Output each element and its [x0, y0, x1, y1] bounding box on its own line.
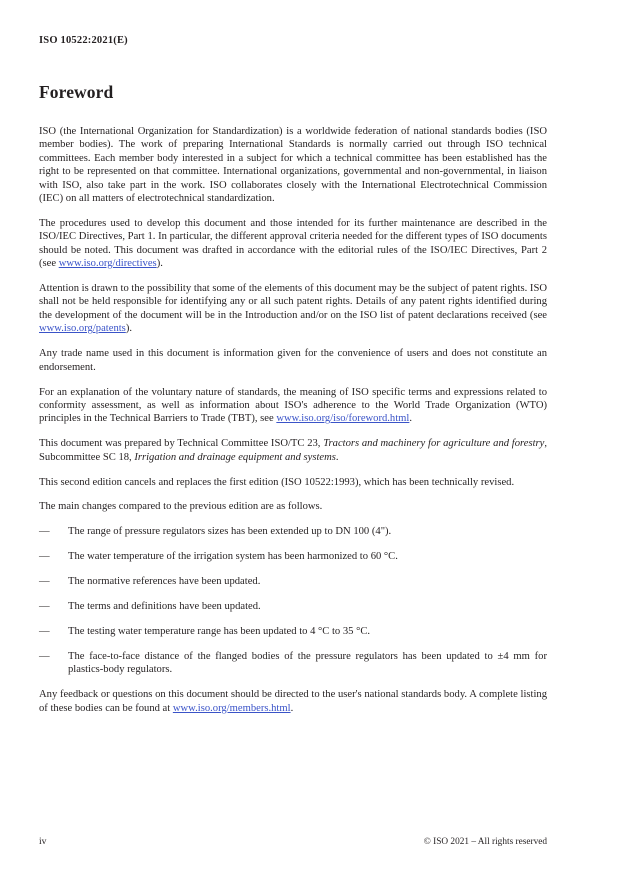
changes-list [39, 525, 547, 676]
em-dash-bullet-icon: — [39, 625, 50, 637]
list-item-text: The testing water temperature range has been updated to 4 °C to 35 °C. [68, 625, 371, 637]
list-item-text: The terms and definitions have been updated. [68, 601, 261, 613]
em-dash-bullet-icon: — [39, 576, 50, 588]
list-item [39, 550, 547, 563]
paragraph-procedures-text: The procedures used to develop this document and those intended for its further maintenance are described in the ISO/IEC Directives, Part 1. In particular, the different approval criteria needed for the different types of ISO documents should be noted. This document was drafted in accordance with the editorial rules of the ISO/IEC Directives, Part 2 (see [39, 217, 547, 270]
list-item [39, 625, 547, 638]
page-footer [39, 836, 547, 847]
paragraph-technical-committee [39, 437, 547, 464]
paragraph-voluntary-nature [39, 386, 547, 426]
paragraph-procedures [39, 217, 547, 271]
committee-title-tc23: Tractors and machinery for agriculture and forestry [323, 438, 545, 450]
paragraph-feedback-text: Any feedback or questions on this document should be directed to the user's national standards body. A complete listing of these bodies can be found at [39, 689, 547, 714]
list-item [39, 650, 547, 677]
paragraph-voluntary-nature-tail: . [409, 413, 413, 425]
link-iso-foreword[interactable]: www.iso.org/iso/foreword.html [276, 413, 410, 425]
paragraph-patent-rights [39, 282, 547, 336]
list-item [39, 525, 547, 538]
link-iso-directives[interactable]: www.iso.org/directives [58, 258, 157, 270]
paragraph-feedback [39, 688, 547, 715]
paragraph-main-changes-intro: The main changes compared to the previous edition are as follows. [39, 501, 323, 513]
committee-intro: This document was prepared by Technical Committee ISO/TC 23, [39, 438, 324, 450]
paragraph-feedback-tail: . [290, 702, 294, 714]
list-item-text: The range of pressure regulators sizes has been extended up to DN 100 (4"). [68, 526, 392, 538]
subcommittee-intro: , Subcommittee SC 18, [39, 438, 548, 463]
committee-tail: . [335, 451, 339, 463]
paragraph-patent-rights-tail: ). [125, 323, 132, 335]
em-dash-bullet-icon: — [39, 526, 50, 538]
list-item-text: The face-to-face distance of the flanged bodies of the pressure regulators has been updated to ±4 mm for plastics-body regulators. [68, 650, 547, 676]
em-dash-bullet-icon: — [39, 601, 50, 613]
list-item-text: The normative references have been updated. [68, 576, 261, 588]
document-identifier: ISO 10522:2021(E) [39, 35, 128, 46]
paragraph-voluntary-nature-text: For an explanation of the voluntary nature of standards, the meaning of ISO specific terms and expressions related to conformity assessment, as well as information about ISO's adherence to the World Trade Organization (WTO) principles in the Technical Barriers to Trade (TBT), see [39, 386, 547, 425]
link-iso-patents[interactable]: www.iso.org/patents [39, 323, 126, 335]
page-content [39, 82, 547, 715]
link-iso-members[interactable]: www.iso.org/members.html [172, 702, 291, 714]
subcommittee-title-sc18: Irrigation and drainage equipment and systems [134, 451, 336, 463]
paragraph-trade-name: Any trade name used in this document is information given for the convenience of users and does not constitute an endorsement. [39, 348, 547, 373]
paragraph-procedures-tail: ). [156, 258, 163, 270]
list-item-text: The water temperature of the irrigation system has been harmonized to 60 °C. [68, 551, 398, 563]
paragraph-iso-description: ISO (the International Organization for Standardization) is a worldwide federation of national standards bodies (ISO member bodies). The work of preparing International Standards is normally carried out through ISO technical committees. Each member body interested in a subject for which a technical committee has been established has the right to be represented on that committee. International organizations, governmental and non-governmental, in liaison with ISO, also take part in the work. ISO collaborates closely with the International Electrotechnical Commission (IEC) on all matters of electrotechnical standardization. [39, 126, 547, 205]
paragraph-patent-rights-text: Attention is drawn to the possibility that some of the elements of this document may be the subject of patent rights. ISO shall not be held responsible for identifying any or all such patent rights. Details of any patent rights identified during the development of the document will be in the Introduction and/or on the ISO list of patent declarations received (see [39, 283, 547, 321]
page-number: iv [39, 836, 47, 847]
paragraph-second-edition: This second edition cancels and replaces the first edition (ISO 10522:1993), which has been technically revised. [39, 476, 515, 488]
page-title: Foreword [39, 82, 114, 102]
list-item [39, 575, 547, 588]
em-dash-bullet-icon: — [39, 650, 50, 662]
copyright-notice: © ISO 2021 – All rights reserved [423, 837, 547, 847]
list-item [39, 600, 547, 613]
em-dash-bullet-icon: — [39, 551, 50, 563]
